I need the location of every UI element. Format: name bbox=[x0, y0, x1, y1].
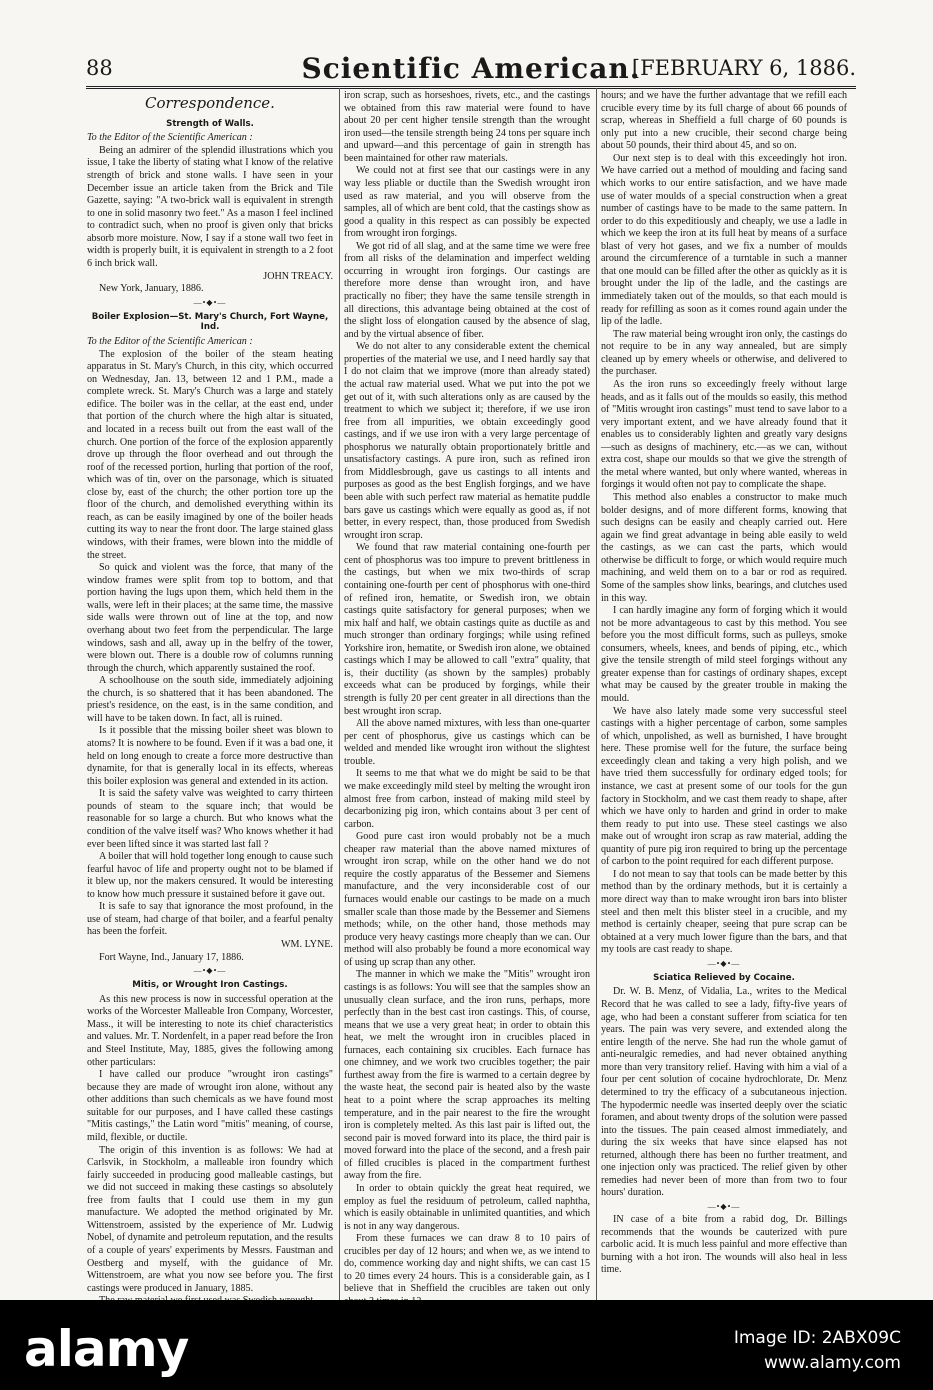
masthead: Scientific American. bbox=[301, 52, 641, 85]
paragraph: Good pure cast iron would probably not be a much cheaper raw material than the above named mixtures of wrought iron scrap, while on the other hand we do not require the costly apparatus of the Bessemer and Siemens manufacture, and the very inconsiderable cost of our furnaces would enable our castings to be made on a much smaller scale than those made by the Bessemer and Siemens methods; while, on the other hand, those methods may produce very heavy castings more cheaply than we can. Our method will also probably be found a more economical way of using up scrap than any other. bbox=[344, 831, 590, 968]
paragraph: IN case of a bite from a rabid dog, Dr. Billings recommends that the wounds be cauterized with pure carbolic acid. It is much less painful and more effective than burning with a hot iron. The wounds will also heal in less time. bbox=[601, 1213, 847, 1276]
image-id: Image ID: 2ABX09C bbox=[733, 1328, 901, 1348]
dateline: New York, January, 1886. bbox=[99, 283, 204, 295]
paragraph: Dr. W. B. Menz, of Vidalia, La., writes to the Medical Record that he was called to see a lady, fifty-five years of age, who had been a constant sufferer from sciatica for ten years. The pain was very severe, and extended along the entire length of the nerve. She had run the whole gamut of anti-neuralgic remedies, and had never obtained anything more than very transitory relief. Having with him a vial of a four per cent solution of cocaine hydrochlorate, Dr. Menz determined to try the efficacy of a subcutaneous injection. The hypodermic needle was inserted deeply over the sciatic foramen, and about twenty drops of the solution were passed into the tissues. The pain ceased almost immediately, and during the six weeks that have since elapsed has not returned, although there has been no further treatment, and one injection only was practiced. The relief given by other remedies had never been of more than from two to four hours' duration. bbox=[601, 986, 847, 1199]
ornament-divider: —•◆•— bbox=[707, 958, 741, 968]
article-heading: Strength of Walls. bbox=[166, 118, 254, 129]
paragraph: All the above named mixtures, with less than one-quarter per cent of phosphorus, give us castings which can be welded and mended like wrought iron without the slightest trouble. bbox=[344, 718, 590, 767]
watermark-logo: alamy bbox=[24, 1320, 189, 1378]
salutation: To the Editor of the Scientific American : bbox=[87, 336, 253, 347]
signature: WM. LYNE. bbox=[281, 939, 333, 950]
header-rule-2 bbox=[86, 88, 856, 89]
paragraph: It is said the safety valve was weighted to carry thirteen pounds of steam to the square inch; that would be reasonable for so large a church. But who knows what the condition of the valve itself was? Who knows whether it had ever been lifted since it was started last fall ? bbox=[87, 788, 333, 850]
dateline: Fort Wayne, Ind., January 17, 1886. bbox=[99, 951, 244, 963]
paragraph: I do not mean to say that tools can be made better by this method than by the ordinary methods, but it is certainly a more direct way than to make wrought iron bars into blister steel and then melt this blister steel in a crucible, and my method is certainly cheaper, seeing that pure scrap can be obtained at a very much lower figure than the bars, and that my tools are cast ready to shape. bbox=[601, 868, 847, 956]
paragraph: A schoolhouse on the south side, immediately adjoining the church, is so shattered that it has been abandoned. The priest's residence, on the east, is in the same condition, and will have to be taken down. In fact, all is ruined. bbox=[87, 675, 333, 724]
paragraph: It is safe to say that ignorance the most profound, in the use of steam, had charge of that boiler, and a fearful penalty has been the forfeit. bbox=[87, 901, 333, 938]
section-title: Correspondence. bbox=[145, 94, 275, 112]
column-divider-2 bbox=[596, 88, 597, 1341]
paragraph: The explosion of the boiler of the steam heating apparatus in St. Mary's Church, in this city, which occurred on Wednesday, Jan. 13, between 12 and 1 P.M., made a complete wreck. St. Mary's Church was a large and stately edifice. The boiler was in the cellar, at the east end, under that portion of the church where the high altar is situated, and located in a recess built out from the east wall of the church. One portion of the force of the explosion apparently drove up through the floor overhead and out through the roof of the recessed portion, hurling that portion of the roof, which was of tin, over on the parsonage, which is situated close by, east of the church; the other portion tore up the floor of the church, and demolished everything within its reach, as can be easily imagined by one of the boiler heads cutting its way to near the front door. The large stained glass windows, with their frames, were blown into the middle of the street. bbox=[87, 348, 333, 561]
site-url: www.alamy.com bbox=[763, 1352, 901, 1373]
column-divider-1 bbox=[339, 88, 340, 1341]
article-heading: Sciatica Relieved by Cocaine. bbox=[653, 972, 795, 983]
paragraph: The manner in which we make the "Mitis" wrought iron castings is as follows: You will see that the samples show an unusually clean surface, and the iron runs, perhaps, more perfectly than in the best cast iron castings. This, of course, means that we use a very great heat; in order to obtain this heat, we melt the wrought iron in crucibles placed in furnaces, each containing six crucibles. Each furnace has one chimney, and we work two crucibles together; the pair furthest away from the fire is warmed to a certain degree by the waste heat, the second pair is heated also by the waste heat to a point where the scrap approaches its melting temperature, and in the pair nearest to the fire the wrought iron is completely melted. As this last pair is lifted out, the second pair is moved forward into its place, the third pair is moved forward into the place of the second, and a fresh pair of filled crucibles is placed in the compartment furthest away from the fire. bbox=[344, 969, 590, 1182]
page-header bbox=[86, 52, 856, 88]
issue-date: [FEBRUARY 6, 1886. bbox=[631, 56, 856, 80]
paragraph: In order to obtain quickly the great heat required, we employ as fuel the residuum of petroleum, called naphtha, which is easily obtainable in unlimited quantities, and which is not in any way dangerous. bbox=[344, 1182, 590, 1232]
ornament-divider: —•◆•— bbox=[193, 297, 227, 307]
paragraph: hours; and we have the further advantage that we refill each crucible every time by its full charge of about 66 pounds of scrap, whereas in Sheffield a full charge of 60 pounds is only put into a new crucible, their second charge being about 50 pounds, their third about 45, and so on. bbox=[601, 90, 847, 152]
paragraph: It seems to me that what we do might be said to be that we make exceedingly mild steel by melting the wrought iron almost free from carbon, instead of making mild steel by decarbonizing pig iron, which contains about 3 per cent of carbon. bbox=[344, 768, 590, 830]
column-1 bbox=[87, 90, 333, 1342]
signature: JOHN TREACY. bbox=[263, 270, 333, 282]
paragraph: I can hardly imagine any form of forging which it would not be more advantageous to cast by this method. You see before you the most difficult forms, such as pulleys, smoke consumers, wheels, knees, and bends of piping, etc., which give the tensile strength of mild steel forgings without any greater expense than for castings of ordinary shapes, except what may be caused by the greater trouble in making the mould. bbox=[601, 605, 847, 704]
paragraph: We got rid of all slag, and at the same time we were free from all risks of the delamination and imperfect welding occurring in wrought iron forgings. Our castings are therefore more dense than wrought iron, and have practically no fiber; they have the same tensile strength in all directions, this advantage being obtained at the cost of the slight loss of elongation caused by the absence of slag, and by the virtual absence of fiber. bbox=[344, 240, 590, 340]
watermark-info bbox=[734, 1326, 901, 1375]
ornament-divider: —•◆•— bbox=[707, 1202, 741, 1212]
paragraph: Is it possible that the missing boiler sheet was blown to atoms? It is nowhere to be found. Even if it was a bad one, it held on long enough to create a force more destructive than dynamite, for that is generally local in its effects, whereas this boiler explosion was general and extended in its action. bbox=[87, 725, 333, 787]
paragraph: We found that raw material containing one-fourth per cent of phosphorus was too impure to prevent brittleness in the castings, but when we mix two-thirds of scrap containing one-fourth per cent of phosphorus with one-third of refined iron, hematite, or Swedish iron, we obtain castings quite satisfactory for general purposes; when we mix half and half, we obtain castings quite as ductile as and much stronger than ordinary forgings; while using refined Yorkshire iron, hematite, or Swedish iron alone, we obtained castings which I may be allowed to call "extra" quality, that is, their ductility (as shown by the samples) probably exceeds what can be produced by forgings, while their strength is fully 20 per cent greater in all directions than the best wrought iron scrap. bbox=[344, 542, 590, 717]
paragraph: The raw material being wrought iron only, the castings do not require to be in any way annealed, but are simply cleaned up by emery wheels or otherwise, and delivered to the purchaser. bbox=[601, 328, 847, 378]
paragraph: We have also lately made some very successful steel castings with a higher percentage of carbon, some samples of which, unpolished, as well as burnished, I have brought here. These promise well for the future, the surface being exceedingly clean and taking a very high polish, and we have tried them successfully for ordinary edged tools; for instance, we cast at present some of our tools for the gun factory in Stockholm, and we cast them ready to shape, after which we have only to harden and grind in order to make them ready to put into use. These steel castings we also make out of wrought iron scrap as raw material, adding the quantity of pure pig iron required to bring up the percentage of carbon to the point required for each different purpose. bbox=[601, 705, 847, 868]
column-3 bbox=[601, 90, 847, 1342]
page-number: 88 bbox=[86, 56, 113, 80]
watermark-banner bbox=[0, 1300, 933, 1390]
ornament-divider: —•◆•— bbox=[193, 966, 227, 976]
paragraph: From these furnaces we can draw 8 to 10 pairs of crucibles per day of 12 hours; and when we, as we intend to do, commence working day and night shifts, we can cast 15 to 20 times every 24 hours. This is a considerable gain, as I believe that in Sheffield the crucibles are taken out only bbox=[344, 1233, 590, 1295]
paragraph: As this new process is now in successful operation at the works of the Worcester Malleable Iron Company, Worcester, Mass., it will be interesting to note its chief characteristics and values. Mr. T. Nordenfelt, in a paper read before the Iron and Steel Institute, May, 1885, gives the following among other particulars: bbox=[87, 993, 333, 1068]
paragraph: We do not alter to any considerable extent the chemical properties of the material we use, and I need hardly say that I do not claim that we improve (more than already stated) the actual raw material used. What we put into the pot we get out of it, with such alterations only as are caused by the treatment to which we subject it; therefore, if we use iron free from all impurities, we obtain exceedingly good castings, and if we use iron with a very large percentage of phosphorus we naturally obtain proportionately brittle and unsatisfactory castings. A pure iron, such as refined iron from Middlesbrough, gave us castings to all intents and purposes as good as the best English forgings, and we have been able with such perfect raw material as hematite puddle bars gave us castings which were equally as good as, if not better, in every respect, than, those produced from Swedish wrought iron scrap. bbox=[344, 341, 590, 541]
paragraph: A boiler that will hold together long enough to cause such fearful havoc of life and property ought not to be blamed if it blew up, nor the makers censured. It would be interesting to know how much pressure it sustained before it gave out. bbox=[87, 851, 333, 900]
column-2 bbox=[344, 90, 590, 1342]
paragraph: As the iron runs so exceedingly freely without large heads, and as it falls out of the moulds so easily, this method of "Mitis wrought iron castings" must tend to save labor to a very important extent, and we have already found that it enables us to considerably lighten and greatly vary designs—such as designs of machinery, etc.—as we can, without extra cost, shape our moulds so that we give the strength of the metal where wanted, but only where wanted, whereas in forgings it would often not pay to complicate the shape. bbox=[601, 378, 847, 491]
paragraph: Our next step is to deal with this exceedingly hot iron. We have carried out a method of moulding and facing sand which works to our entire satisfaction, and we have made use of water moulds of a special construction when a great number of castings have to be made to the same pattern. In order to do this expeditiously and cheaply, we use a ladle in which we keep the iron at its full heat by means of a surface blast of very hot gases, and we fix a number of moulds around the circumference of a turntable in such a manner that one mould can be filled after the other as quickly as it is brought under the lip of the ladle, and the castings are immediately taken out of the moulds, so that each mould is ready for refilling as soon as it comes round again under the lip of the ladle. bbox=[601, 152, 847, 328]
paragraph: I have called our produce "wrought iron castings" because they are made of wrought iron alone, without any other additions than such chemicals as we have found most suitable for our purposes, and I have called these castings "Mitis castings," the Latin word "mitis" meaning, of course, mild, flexible, or ductile. bbox=[87, 1069, 333, 1143]
paragraph: The origin of this invention is as follows: We had at Carlsvik, in Stockholm, a malleable iron foundry which fairly succeeded in producing good malleable castings, but we did not succeed in making these castings so absolutely free from faults that I could use them in my gun manufacture. We adopted the method originated by Mr. Wittenstroem, assisted by the experience of Mr. Ludwig Nobel, of dynamite and petroleum reputation, and the results of a couple of years' experiments by Messrs. Faustman and Oestberg and myself, with the guidance of Mr. Wittenstroem, are what you now see before you. The first castings were produced in January, 1885. bbox=[87, 1144, 333, 1294]
header-rule bbox=[86, 86, 856, 87]
paragraph: This method also enables a constructor to make much bolder designs, and of more different forms, knowing that such designs can be easily and cheaply carried out. Here again we find great advantage in being able easily to weld the castings, as we can cast the parts, which would otherwise be difficult to forge, or which would require much machining, and weld them on to a bar or rod as required. Some of the samples show links, bearings, and clutches used in this way. bbox=[601, 492, 847, 604]
article-heading: Boiler Explosion—St. Mary's Church, Fort Wayne, Ind. bbox=[91, 311, 329, 333]
salutation: To the Editor of the Scientific American : bbox=[87, 132, 253, 144]
paragraph: iron scrap, such as horseshoes, rivets, etc., and the castings we obtained from this raw material were found to have about 20 per cent higher tensile strength than the wrought iron used—the tensile strength being 24 tons per square inch and upward—and this percentage of gain in strength has been maintained for other raw materials. bbox=[344, 90, 590, 164]
article-heading: Mitis, or Wrought Iron Castings. bbox=[132, 980, 288, 991]
paragraph: So quick and violent was the force, that many of the window frames were split from top to bottom, and that portion having the lugs upon them, which held them in the walls, were left in their places; at the same time, the massive side walls were thrown out of line at the top, and now overhang about two feet from the perpendicular. The large windows, sash and all, away up in the belfry of the tower, were blown out. There is a double row of columns running through the church, which apparently sustained the roof. bbox=[87, 562, 333, 674]
paragraph: We could not at first see that our castings were in any way less pliable or ductile than the Swedish wrought iron used as raw material, and you will observe from the samples, all of which are bent cold, that the castings show as good a quality in this respect as can possibly be expected from wrought iron forgings. bbox=[344, 165, 590, 240]
paragraph: Being an admirer of the splendid illustrations which you issue, I take the liberty of stating what I know of the relative strength of brick and stone walls. I have seen in your December issue an article taken from the Brick and Tile Gazette, saying: "A two-brick wall is equivalent in strength to one in solid masonry two feet." As a mason I feel inclined to contradict such, when no proof is given only that bricks absorb more moisture. Now, I say if a stone wall two feet in width is properly built, it is equivalent in strength to a 2 foot 6 inch brick wall. bbox=[87, 144, 333, 269]
